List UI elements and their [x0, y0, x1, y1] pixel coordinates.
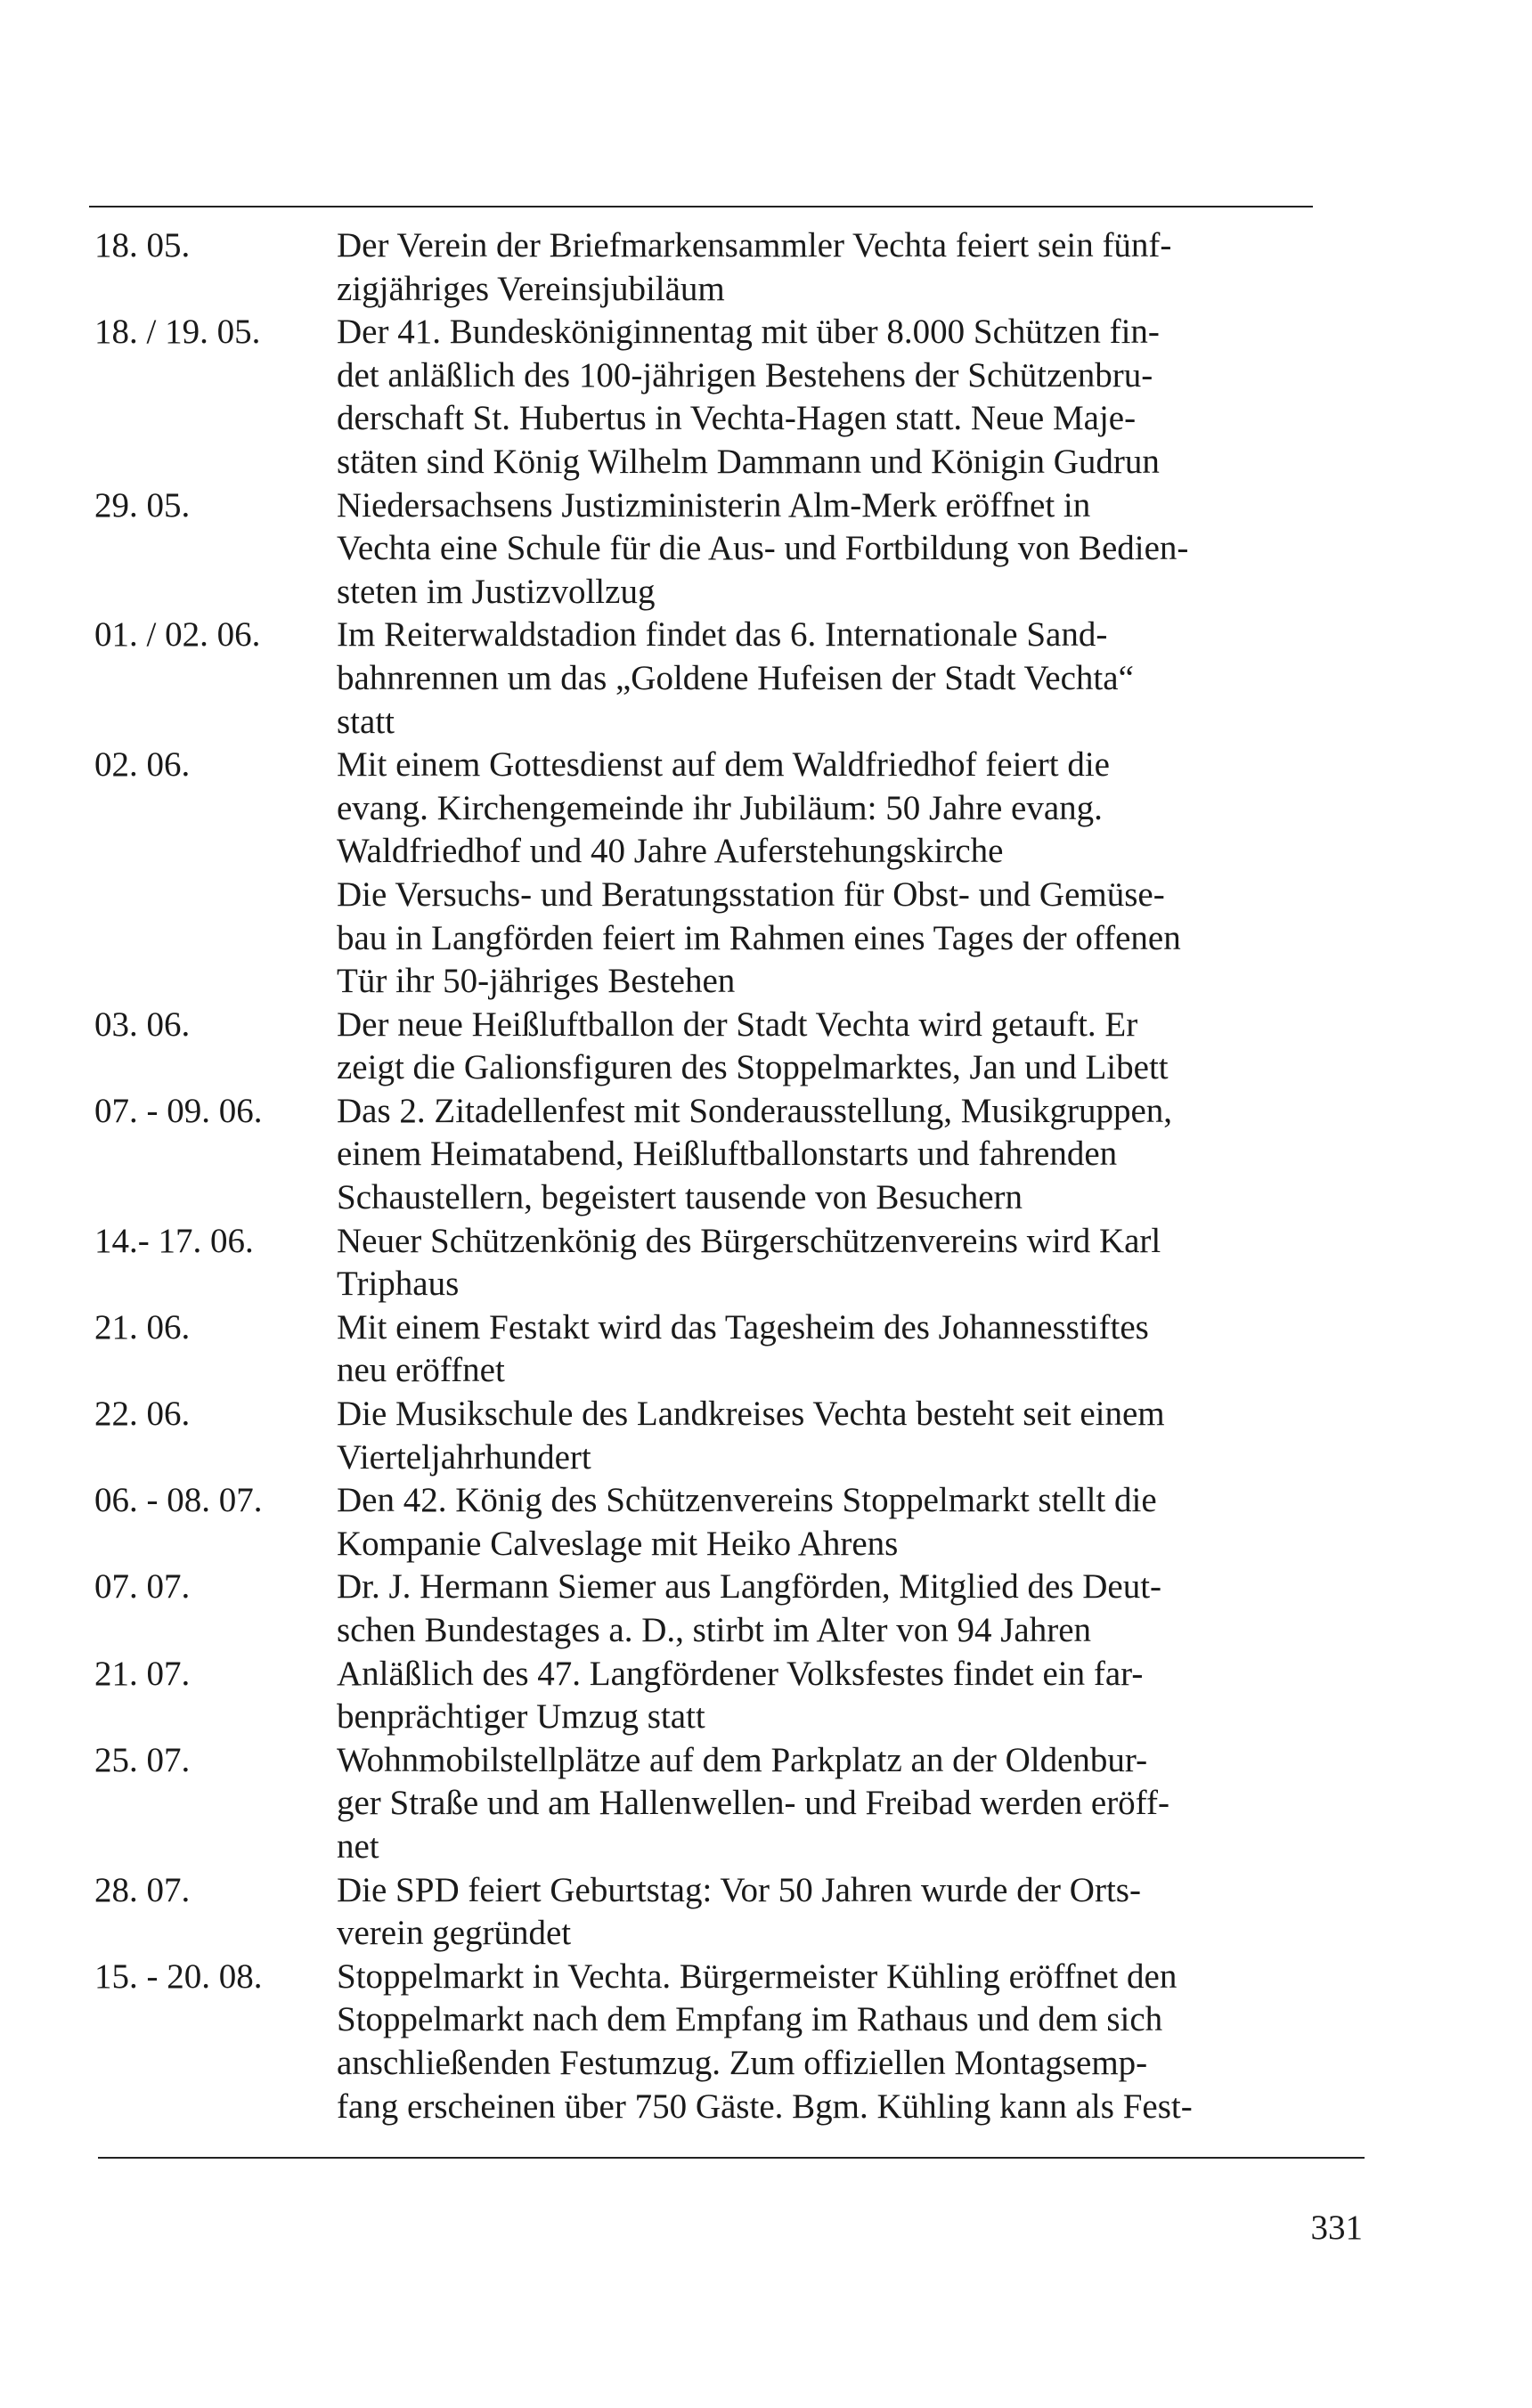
chronicle-entry	[94, 614, 1368, 744]
top-rule	[89, 206, 1313, 207]
entry-text: Neuer Schützenkönig des Bürgerschützenvereins wird Karl Triphaus	[337, 1221, 1161, 1304]
entry-date: 25. 07.	[94, 1740, 191, 1779]
entry-date: 22. 06.	[94, 1395, 191, 1434]
chronicle-entries	[94, 224, 1368, 2128]
entry-text: Mit einem Festakt wird das Tagesheim des Johannesstiftes neu eröffnet	[337, 1307, 1149, 1390]
entry-text: Die SPD feiert Geburtstag: Vor 50 Jahren wurde der Orts- verein gegründet	[337, 1870, 1141, 1953]
entry-date: 14.- 17. 06.	[94, 1221, 254, 1260]
chronicle-entry	[94, 1004, 1368, 1090]
entry-text: Die Musikschule des Landkreises Vechta besteht seit einem Vierteljahrhundert	[337, 1395, 1165, 1477]
entry-text: Das 2. Zitadellenfest mit Sonderausstellung, Musikgruppen, einem Heimatabend, Heißluftballonstarts und fahrenden Schaustellern, begeistert tausende von Besuchern	[337, 1091, 1173, 1217]
chronicle-entry	[94, 1869, 1368, 1956]
entry-date: 15. - 20. 08.	[94, 1956, 263, 1996]
chronicle-entry	[94, 224, 1368, 311]
entry-text: Dr. J. Hermann Siemer aus Langförden, Mitglied des Deut- schen Bundestages a. D., stirbt im Alter von 94 Jahren	[337, 1567, 1162, 1649]
entry-date: 07. - 09. 06.	[94, 1091, 263, 1130]
chronicle-entry	[94, 1739, 1368, 1869]
entry-date: 01. / 02. 06.	[94, 615, 261, 655]
entry-date: 21. 06.	[94, 1307, 191, 1346]
entry-date: 03. 06.	[94, 1005, 191, 1044]
entry-text: Wohnmobilstellplätze auf dem Parkplatz an der Oldenbur- ger Straße und am Hallenwellen- und Freibad werden eröff- net	[337, 1740, 1169, 1866]
chronicle-entry	[94, 1220, 1368, 1306]
chronicle-entry	[94, 1393, 1368, 1479]
chronicle-entry	[94, 1479, 1368, 1566]
entry-text: Anläßlich des 47. Langfördener Volksfestes findet ein far- benprächtiger Umzug statt	[337, 1654, 1144, 1737]
entry-text: Der Verein der Briefmarkensammler Vechta feiert sein fünf- zigjähriges Vereinsjubiläum	[337, 226, 1172, 308]
entry-text: Niedersachsens Justizministerin Alm-Merk eröffnet in Vechta eine Schule für die Aus- und Fortbildung von Bedien- steten im Justizvollzug	[337, 485, 1189, 611]
chronicle-entry	[94, 311, 1368, 484]
entry-date: 18. / 19. 05.	[94, 313, 261, 352]
entry-text: Mit einem Gottesdienst auf dem Waldfriedhof feiert die evang. Kirchengemeinde ihr Jubiläum: 50 Jahre evang. Waldfriedhof und 40 Jahre Auferstehungskirche Die Versuchs- und Beratungsstation für Obst- und Gemüse- bau in Langförden feiert im Rahmen eines Tages der offenen Tür ihr 50-jähriges Bestehen	[337, 745, 1181, 1001]
entry-text: Stoppelmarkt in Vechta. Bürgermeister Kühling eröffnet den Stoppelmarkt nach dem Empfang im Rathaus und dem sich anschließenden Festumzug. Zum offiziellen Montagsemp- fang erscheinen über 750 Gäste. Bgm. Kühling kann als Fest-	[337, 1956, 1193, 2126]
entry-date: 28. 07.	[94, 1870, 191, 1909]
entry-text: Der 41. Bundesköniginnentag mit über 8.000 Schützen fin- det anläßlich des 100-jährigen Bestehens der Schützenbru- derschaft St. Hubertus in Vechta-Hagen statt. Neue Maje- stäten sind König Wilhelm Dammann und Königin Gudrun	[337, 313, 1160, 481]
entry-date: 06. - 08. 07.	[94, 1481, 263, 1520]
entry-text: Der neue Heißluftballon der Stadt Vechta wird getauft. Er zeigt die Galionsfiguren des Stoppelmarktes, Jan und Libett	[337, 1005, 1169, 1087]
entry-date: 02. 06.	[94, 745, 191, 785]
bottom-rule	[98, 2157, 1365, 2159]
entry-date: 07. 07.	[94, 1567, 191, 1607]
entry-date: 18. 05.	[94, 226, 191, 264]
entry-text: Im Reiterwaldstadion findet das 6. Internationale Sand- bahnrennen um das „Goldene Hufeisen der Stadt Vechta“ statt	[337, 615, 1134, 741]
chronicle-entry	[94, 1956, 1368, 2128]
chronicle-entry	[94, 1566, 1368, 1652]
entry-text: Den 42. König des Schützenvereins Stoppelmarkt stellt die Kompanie Calveslage mit Heiko Ahrens	[337, 1481, 1157, 1563]
page-number: 331	[1310, 2209, 1363, 2247]
entry-date: 21. 07.	[94, 1654, 191, 1693]
entry-date: 29. 05.	[94, 485, 191, 525]
chronicle-entry	[94, 1653, 1368, 1739]
chronicle-entry	[94, 1306, 1368, 1393]
chronicle-entry	[94, 1090, 1368, 1220]
chronicle-entry	[94, 744, 1368, 1004]
chronicle-entry	[94, 484, 1368, 614]
